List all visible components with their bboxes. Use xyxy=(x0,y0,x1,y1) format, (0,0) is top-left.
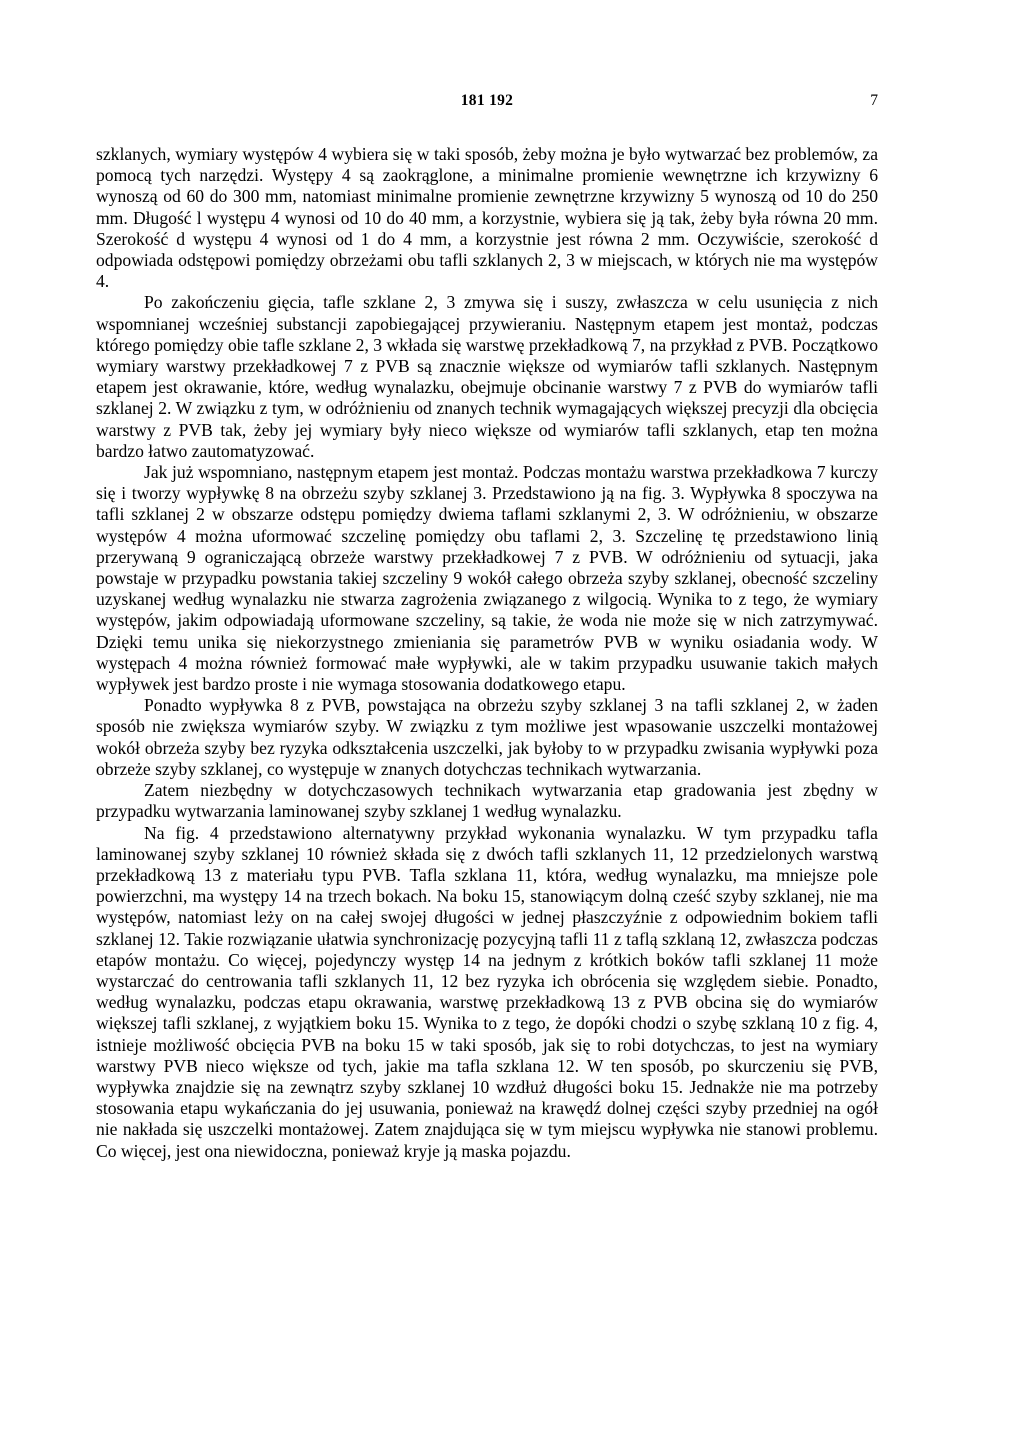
paragraph: szklanych, wymiary występów 4 wybiera się w taki sposób, żeby można je było wytwarzać bez problemów, za pomocą tych narzędzi. Występy 4 są zaokrąglone, a minimalne promienie wewnętrzne ich krzywizny 6 wynoszą od 60 do 300 mm, natomiast minimalne promienie zewnętrzne krzywizny 5 wynoszą od 10 do 250 mm. Długość l występu 4 wynosi od 10 do 40 mm, a korzystnie, wybiera się ją tak, żeby była równa 20 mm. Szerokość d występu 4 wynosi od 1 do 4 mm, a korzystnie jest równa 2 mm. Oczywiście, szerokość d odpowiada odstępowi pomiędzy obrzeżami obu tafli szklanych 2, 3 w miejscach, w których nie ma występów 4. xyxy=(96,144,878,292)
paragraph: Na fig. 4 przedstawiono alternatywny przykład wykonania wynalazku. W tym przypadku tafla laminowanej szyby szklanej 10 również składa się z dwóch tafli szklanych 11, 12 przedzielonych warstwą przekładkową 13 z materiału typu PVB. Tafla szklana 11, która, według wynalazku, ma mniejsze pole powierzchni, ma występy 14 na trzech bokach. Na boku 15, stanowiącym dolną cześć szyby szklanej, nie ma występów, natomiast leży on na całej swojej długości w jednej płaszczyźnie z odpowiednim bokiem tafli szklanej 12. Takie rozwiązanie ułatwia synchronizację pozycyjną tafli 11 z taflą szklaną 12, zwłaszcza podczas etapów montażu. Co więcej, pojedynczy występ 14 na jednym z krótkich boków tafli szklanej 11 może wystarczać do centrowania tafli szklanych 11, 12 bez ryzyka ich obrócenia się względem siebie. Ponadto, według wynalazku, podczas etapu okrawania, warstwę przekładkową 13 z PVB obcina się do wymiarów większej tafli szklanej, z wyjątkiem boku 15. Wynika to z tego, że dopóki chodzi o szybę szklaną 10 z fig. 4, istnieje możliwość obcięcia PVB na boku 15 w taki sposób, jak się to robi dotychczas, to jest na wymiary warstwy PVB nieco większe od tych, jakie ma tafla szklana 12. W ten sposób, po skurczeniu się PVB, wypływka znajdzie się na zewnątrz szyby szklanej 10 wzdłuż długości boku 15. Jednakże nie ma potrzeby stosowania etapu wykańczania do jej usuwania, ponieważ na krawędź dolnej części szyby przedniej na ogół nie nakłada się uszczelki montażowej. Zatem znajdująca się w tym miejscu wypływka nie stanowi problemu. Co więcej, jest ona niewidoczna, ponieważ kryje ją maska pojazdu. xyxy=(96,822,878,1161)
document-number: 181 192 xyxy=(460,92,514,109)
page-header xyxy=(96,92,878,116)
paragraph: Ponadto wypływka 8 z PVB, powstająca na obrzeżu szyby szklanej 3 na tafli szklanej 2, w żaden sposób nie zwiększa wymiarów szyby. W związku z tym możliwe jest wpasowanie uszczelki montażowej wokół obrzeża szyby bez ryzyka odkształcenia uszczelki, jak byłoby to w przypadku zwisania wypływki poza obrzeże szyby szklanej, co występuje w znanych dotychczas technikach wytwarzania. xyxy=(96,695,878,779)
paragraph: Po zakończeniu gięcia, tafle szklane 2, 3 zmywa się i suszy, zwłaszcza w celu usunięcia z nich wspomnianej wcześniej substancji zapobiegającej przywieraniu. Następnym etapem jest montaż, podczas którego pomiędzy obie tafle szklane 2, 3 wkłada się warstwę przekładkową 7, na przykład z PVB. Początkowo wymiary warstwy przekładkowej 7 z PVB są znacznie większe od wymiarów tafli szklanych. Następnym etapem jest okrawanie, które, według wynalazku, obejmuje obcinanie warstwy 7 z PVB do wymiarów tafli szklanej 2. W związku z tym, w odróżnieniu od znanych technik wymagających większej precyzji dla obcięcia warstwy z PVB tak, żeby jej wymiary były nieco większe od wymiarów tafli szklanych, etap ten można bardzo łatwo zautomatyzować. xyxy=(96,292,878,461)
paragraph: Zatem niezbędny w dotychczasowych technikach wytwarzania etap gradowania jest zbędny w przypadku wytwarzania laminowanej szyby szklanej 1 według wynalazku. xyxy=(96,780,878,822)
paragraph: Jak już wspomniano, następnym etapem jest montaż. Podczas montażu warstwa przekładkowa 7 kurczy się i tworzy wypływkę 8 na obrzeżu szyby szklanej 3. Przedstawiono ją na fig. 3. Wypływka 8 spoczywa na tafli szklanej 2 w obszarze odstępu pomiędzy dwiema taflami szklanymi 2, 3. W odróżnieniu, w obszarze występów 4 można uformować szczelinę pomiędzy obu taflami 2, 3. Szczelinę tę przedstawiono linią przerywaną 9 ograniczającą obrzeże warstwy przekładkowej 7 z PVB. W odróżnieniu od sytuacji, jaka powstaje w przypadku powstania takiej szczeliny 9 wokół całego obrzeża szyby szklanej, obecność szczeliny uzyskanej według wynalazku nie stwarza zagrożenia związanego z wilgocią. Wynika to z tego, że wymiary występów, jakim odpowiadają uformowane szczeliny, są takie, że woda nie może się w nich zatrzymywać. Dzięki temu unika się niekorzystnego zmieniania się parametrów PVB w wyniku osiadania wody. W występach 4 można również formować małe wypływki, ale w takim przypadku usuwanie takich małych wypływek jest bardzo proste i nie wymaga stosowania dodatkowego etapu. xyxy=(96,462,878,695)
body-text xyxy=(96,144,878,1162)
page-number: 7 xyxy=(870,92,878,109)
